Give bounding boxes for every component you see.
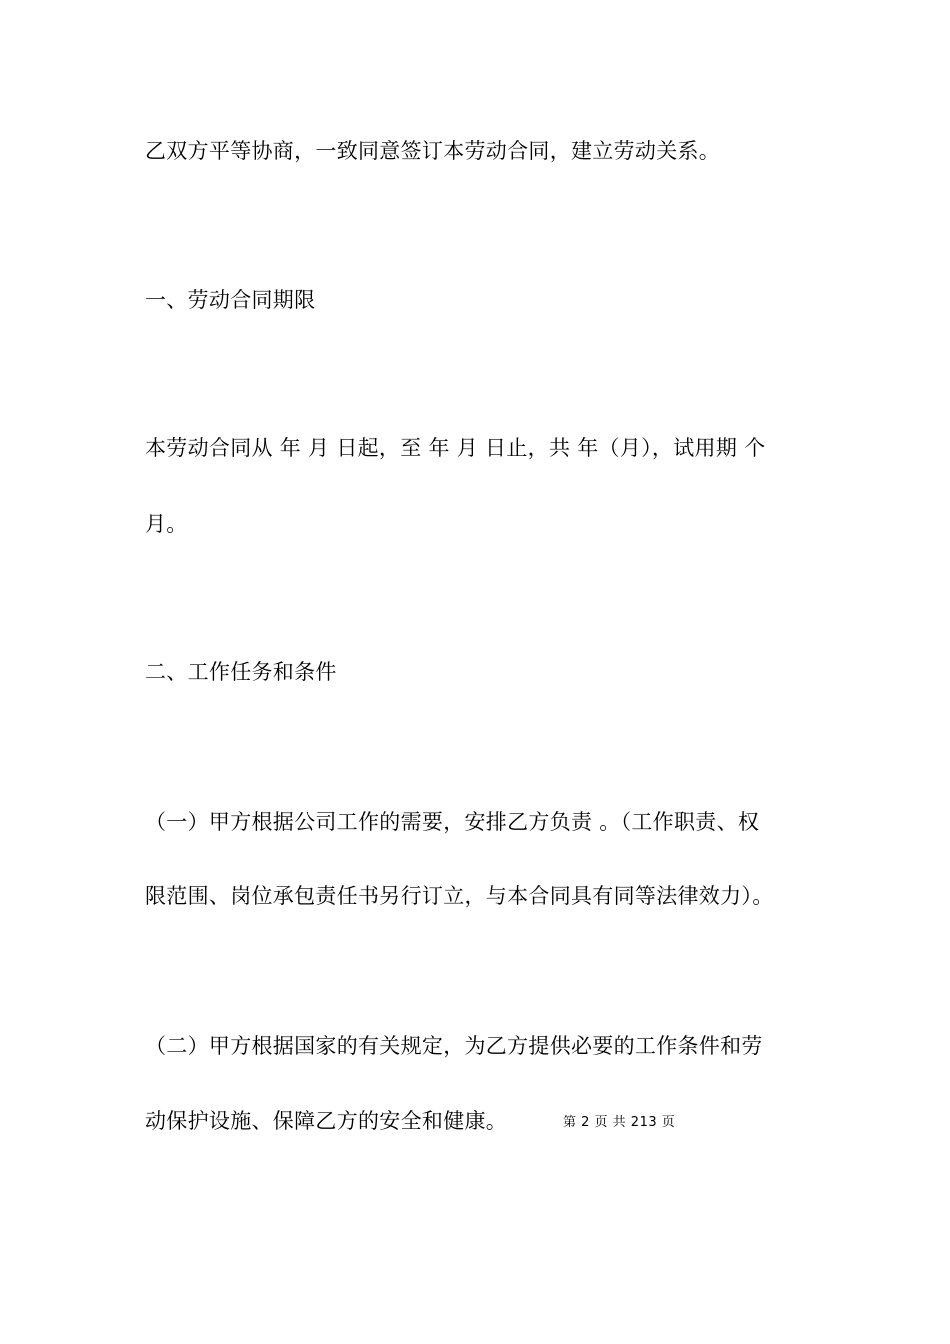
paragraph-intro-end: 乙双方平等协商，一致同意签订本劳动合同，建立劳动关系。: [145, 139, 721, 163]
page-number-footer: 第 2 页 共 213 页: [563, 1115, 676, 1130]
paragraph-item-2-line-1: （二）甲方根据国家的有关规定，为乙方提供必要的工作条件和劳: [145, 1034, 763, 1058]
section-heading-contract-term: 一、劳动合同期限: [145, 288, 316, 312]
paragraph-item-2-line-2: 动保护设施、保障乙方的安全和健康。: [145, 1109, 508, 1133]
section-heading-work-tasks: 二、工作任务和条件: [145, 660, 337, 684]
paragraph-contract-term-line-1: 本劳动合同从 年 月 日起，至 年 月 日止，共 年（月），试用期 个: [145, 436, 766, 460]
paragraph-item-1-line-1: （一）甲方根据公司工作的需要，安排乙方负责 。（工作职责、权: [145, 810, 760, 834]
paragraph-item-1-line-2: 限范围、岗位承包责任书另行订立，与本合同具有同等法律效力）。: [145, 884, 774, 908]
paragraph-contract-term-line-2: 月。: [145, 512, 188, 536]
